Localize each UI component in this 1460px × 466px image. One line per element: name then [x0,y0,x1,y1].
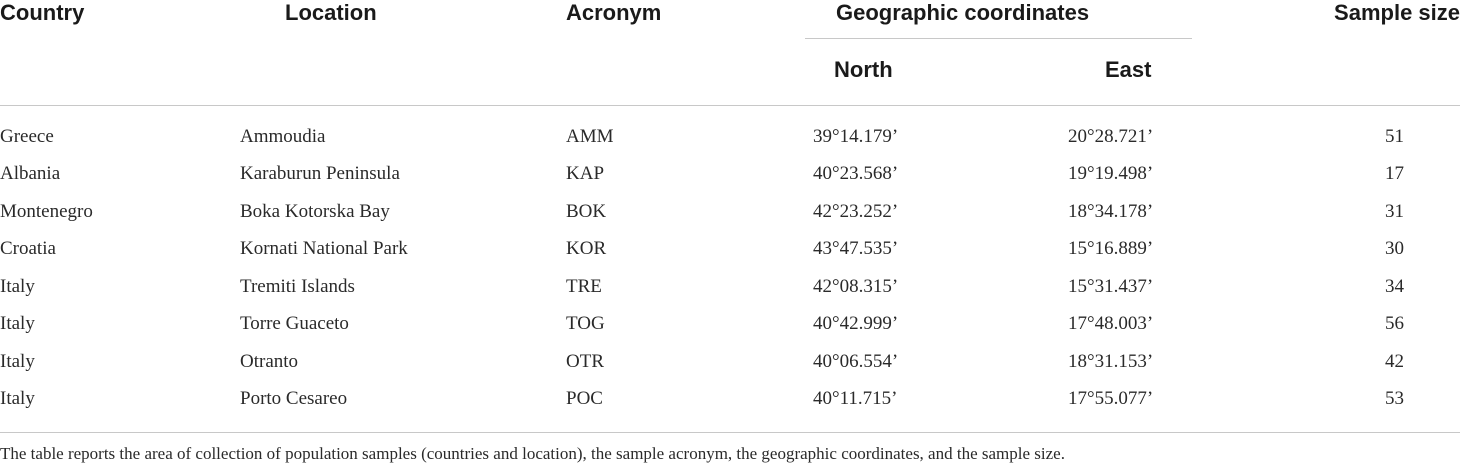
cell-east: 15°31.437’ [1068,276,1154,297]
cell-east: 18°31.153’ [1068,351,1154,372]
header-north: North [834,57,893,82]
geo-subheader-rule [805,38,1192,39]
cell-country: Montenegro [0,201,93,222]
table-footnote: The table reports the area of collection of population samples (countries and location), the sample acronym, the geographic coordinates, and the sample size. [0,444,1065,463]
cell-north: 42°23.252’ [813,201,899,222]
cell-north: 39°14.179’ [813,126,899,147]
cell-country: Greece [0,126,54,147]
cell-sample-size: 30 [1385,238,1404,259]
cell-north: 40°06.554’ [813,351,899,372]
cell-north: 42°08.315’ [813,276,899,297]
cell-sample-size: 34 [1385,276,1404,297]
cell-north: 43°47.535’ [813,238,899,259]
cell-acronym: POC [566,388,603,409]
cell-country: Italy [0,351,35,372]
cell-east: 18°34.178’ [1068,201,1154,222]
header-acronym: Acronym [566,0,662,25]
cell-east: 17°48.003’ [1068,313,1154,334]
cell-location: Otranto [240,351,299,372]
cell-country: Italy [0,276,35,297]
cell-north: 40°23.568’ [813,163,899,184]
header-geographic-coordinates: Geographic coordinates [836,0,1090,25]
header-bottom-rule [0,105,1460,106]
header-location: Location [285,0,377,25]
cell-acronym: OTR [566,351,604,372]
cell-sample-size: 17 [1385,163,1404,184]
cell-acronym: AMM [566,126,614,147]
cell-acronym: KOR [566,238,607,259]
cell-east: 17°55.077’ [1068,388,1154,409]
cell-location: Kornati National Park [240,238,408,259]
cell-sample-size: 56 [1385,313,1404,334]
cell-acronym: KAP [566,163,605,184]
cell-location: Porto Cesareo [240,388,348,409]
cell-country: Italy [0,388,35,409]
cell-location: Boka Kotorska Bay [240,201,390,222]
cell-north: 40°42.999’ [813,313,899,334]
cell-country: Croatia [0,238,56,259]
cell-location: Tremiti Islands [240,276,355,297]
cell-location: Ammoudia [240,126,326,147]
cell-north: 40°11.715’ [813,388,898,409]
cell-location: Karaburun Peninsula [240,163,400,184]
cell-sample-size: 51 [1385,126,1404,147]
cell-country: Italy [0,313,35,334]
header-east: East [1105,57,1152,82]
table-bottom-rule [0,432,1460,433]
header-country: Country [0,0,85,25]
cell-acronym: BOK [566,201,607,222]
cell-east: 19°19.498’ [1068,163,1154,184]
cell-location: Torre Guaceto [240,313,349,334]
cell-east: 20°28.721’ [1068,126,1154,147]
cell-acronym: TRE [566,276,602,297]
cell-country: Albania [0,163,61,184]
cell-east: 15°16.889’ [1068,238,1154,259]
cell-sample-size: 53 [1385,388,1404,409]
cell-sample-size: 42 [1385,351,1404,372]
cell-acronym: TOG [566,313,605,334]
cell-sample-size: 31 [1385,201,1404,222]
header-sample-size: Sample size [1334,0,1460,25]
